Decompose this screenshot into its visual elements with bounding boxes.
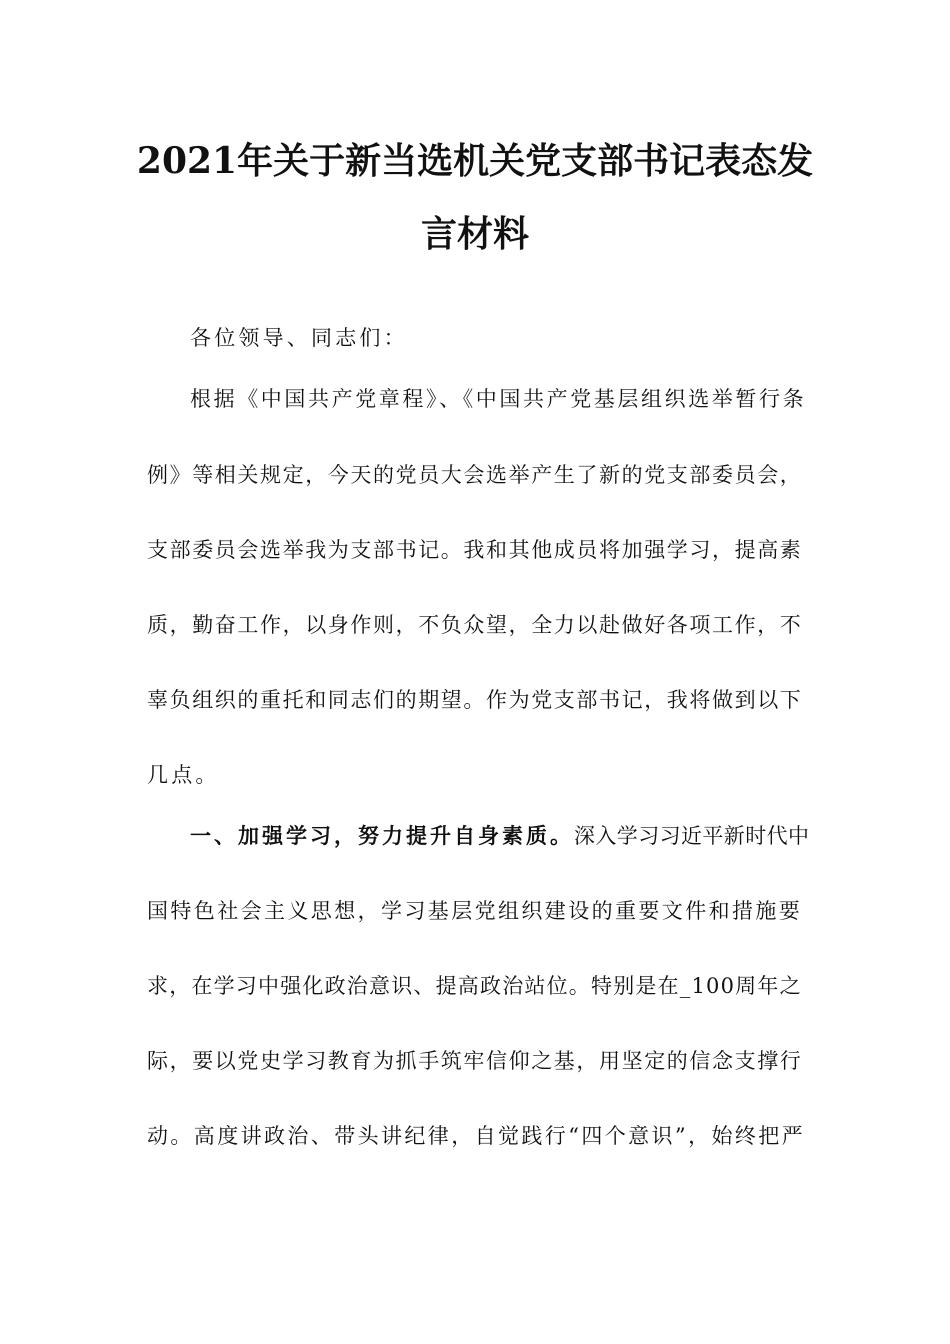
paragraph-1-line-4: 质，勤奋工作，以身作则，不负众望，全力以赴做好各项工作，不 bbox=[147, 613, 803, 637]
section-1-line-3: 求，在学习中强化政治意识、提高政治站位。特别是在_100周年之 bbox=[147, 974, 802, 998]
document-title-line-2: 言材料 bbox=[420, 213, 529, 255]
paragraph-1-line-1: 根据《中国共产党章程》、《中国共产党基层组织选举暂行条 bbox=[190, 387, 807, 411]
section-1-line-2: 国特色社会主义思想，学习基层党组织建设的重要文件和措施要 bbox=[147, 899, 803, 923]
document-title-line-1: 2021年关于新当选机关党支部书记表态发 bbox=[136, 140, 814, 182]
section-1-first-line-text: 深入学习习近平新时代中 bbox=[574, 824, 810, 848]
paragraph-1-line-3: 支部委员会选举我为支部书记。我和其他成员将加强学习，提高素 bbox=[147, 538, 803, 562]
section-1-first-line bbox=[190, 820, 810, 850]
section-1-line-5: 动。高度讲政治、带头讲纪律，自觉践行“四个意识”，始终把严 bbox=[147, 1124, 806, 1148]
section-1-heading: 一、加强学习，努力提升自身素质。 bbox=[190, 823, 574, 848]
greeting: 各位领导、同志们： bbox=[190, 326, 408, 350]
paragraph-1-line-2: 例》等相关规定，今天的党员大会选举产生了新的党支部委员会， bbox=[147, 463, 803, 487]
section-1-line-4: 际，要以党史学习教育为抓手筑牢信仰之基，用坚定的信念支撑行 bbox=[147, 1049, 803, 1073]
paragraph-1-line-6: 几点。 bbox=[147, 763, 220, 787]
paragraph-1-line-5: 辜负组织的重托和同志们的期望。作为党支部书记，我将做到以下 bbox=[147, 688, 803, 712]
